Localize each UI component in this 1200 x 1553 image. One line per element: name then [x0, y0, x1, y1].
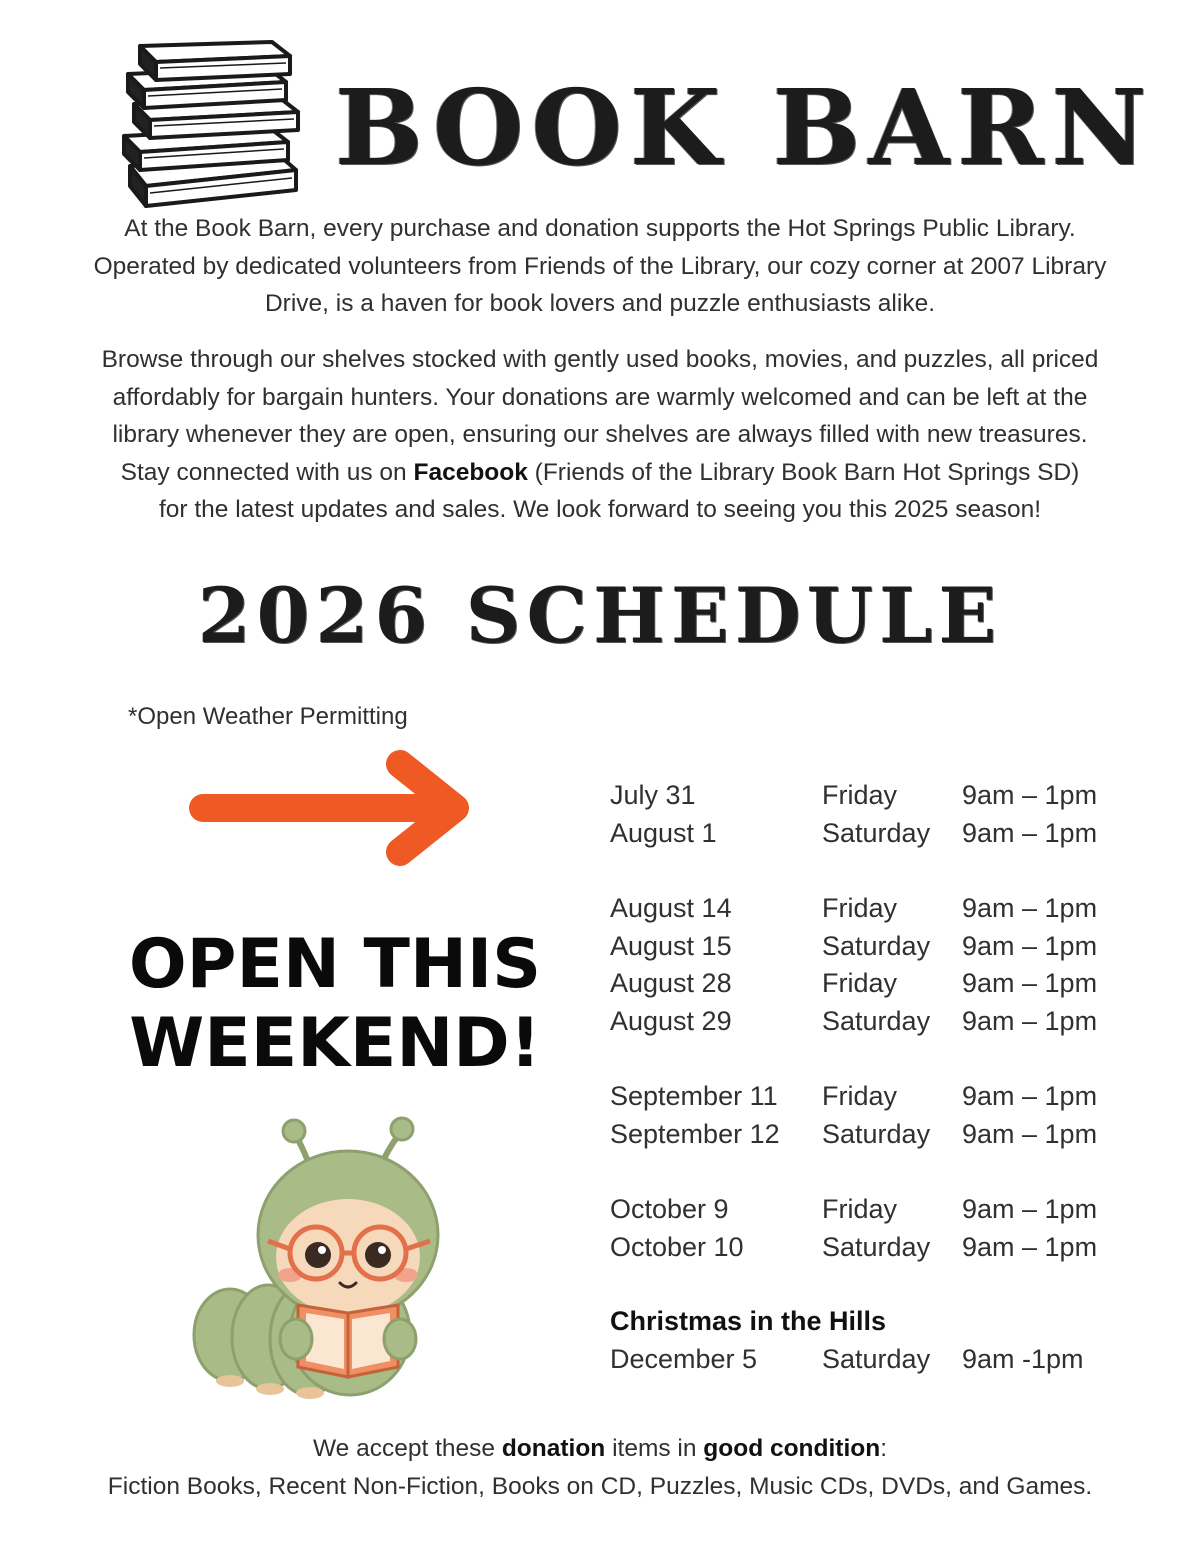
text: We accept these — [312, 1435, 502, 1462]
schedule-hours: 9am – 1pm — [962, 1194, 1098, 1224]
schedule-hours: 9am – 1pm — [962, 968, 1098, 998]
schedule-date: August 29 — [610, 1006, 732, 1036]
schedule-date: August 28 — [610, 968, 732, 998]
arrow-right-icon — [185, 750, 485, 880]
schedule-day: Saturday — [822, 1006, 931, 1036]
schedule-day: Saturday — [822, 818, 931, 848]
text-bold: good condition — [703, 1435, 881, 1462]
weather-note: *Open Weather Permitting — [128, 703, 408, 730]
schedule-date: July 31 — [610, 780, 696, 810]
schedule-date: October 9 — [610, 1194, 729, 1224]
schedule-hours: 9am – 1pm — [962, 931, 1098, 961]
intro-line: At the Book Barn, every purchase and donation supports the Hot Springs Public Library. — [124, 215, 1076, 242]
schedule-date: October 10 — [610, 1232, 744, 1262]
reading-caterpillar-icon — [190, 1115, 470, 1415]
schedule-hours: 9am -1pm — [962, 1344, 1084, 1374]
intro-paragraph-1 — [80, 210, 1120, 323]
schedule-hours: 9am – 1pm — [962, 1232, 1098, 1262]
header — [110, 38, 1155, 208]
donation-items: Fiction Books, Recent Non-Fiction, Books on CD, Puzzles, Music CDs, DVDs, and Games. — [107, 1473, 1093, 1500]
schedule-day: Saturday — [822, 1344, 931, 1374]
schedule-date: August 1 — [610, 818, 717, 848]
schedule-hours: 9am – 1pm — [962, 818, 1098, 848]
schedule-date: August 14 — [610, 893, 732, 923]
intro-line: Browse through our shelves stocked with gently used books, movies, and puzzles, all priced — [101, 346, 1099, 373]
intro-line: Operated by dedicated volunteers from Friends of the Library, our cozy corner at 2007 Library — [93, 252, 1107, 280]
text-bold: donation — [501, 1435, 606, 1462]
schedule-day: Friday — [822, 968, 898, 998]
intro-line: for the latest updates and sales. We look forward to seeing you this 2025 season! — [158, 496, 1042, 523]
schedule-day: Saturday — [822, 1232, 931, 1262]
donation-footer — [60, 1430, 1140, 1506]
intro-paragraph-2 — [80, 341, 1120, 529]
schedule-date: August 15 — [610, 931, 732, 961]
schedule-hours: 9am – 1pm — [962, 1006, 1098, 1036]
schedule-day: Friday — [822, 780, 898, 810]
schedule-title: 2026 SCHEDULE — [197, 571, 1003, 660]
intro-line: library whenever they are open, ensuring our shelves are always filled with new treasures. — [112, 421, 1088, 448]
schedule-day: Friday — [822, 1081, 898, 1111]
schedule-day: Saturday — [822, 931, 931, 961]
intro-line: affordably for bargain hunters. Your donations are warmly welcomed and can be left at the — [112, 383, 1088, 411]
schedule-day: Friday — [822, 1194, 898, 1224]
schedule-date: September 12 — [610, 1119, 780, 1149]
donation-line — [60, 1430, 1140, 1468]
schedule-hours: 9am – 1pm — [962, 780, 1098, 810]
text: items in — [605, 1435, 704, 1462]
text: : — [880, 1435, 888, 1462]
text: Stay connected with us on — [120, 458, 414, 486]
callout-line: OPEN THIS — [128, 925, 542, 1004]
schedule-hours: 9am – 1pm — [962, 1119, 1098, 1149]
schedule-date: December 5 — [610, 1344, 758, 1374]
stacked-books-icon — [110, 38, 310, 208]
callout-line: WEEKEND! — [129, 1004, 541, 1083]
intro-line: Drive, is a haven for book lovers and puzzle enthusiasts alike. — [264, 290, 936, 317]
schedule-day: Saturday — [822, 1119, 931, 1149]
schedule-hours: 9am – 1pm — [962, 1081, 1098, 1111]
schedule-hours: 9am – 1pm — [962, 893, 1098, 923]
schedule-date: September 11 — [610, 1081, 778, 1111]
intro-line-facebook — [80, 454, 1120, 492]
special-event-heading: Christmas in the Hills — [610, 1306, 887, 1336]
open-weekend-callout — [100, 925, 570, 1083]
schedule-day: Friday — [822, 893, 898, 923]
page-title: BOOK BARN — [335, 66, 1155, 189]
text: (Friends of the Library Book Barn Hot Springs SD) — [527, 458, 1080, 486]
facebook-link: Facebook — [413, 458, 528, 486]
